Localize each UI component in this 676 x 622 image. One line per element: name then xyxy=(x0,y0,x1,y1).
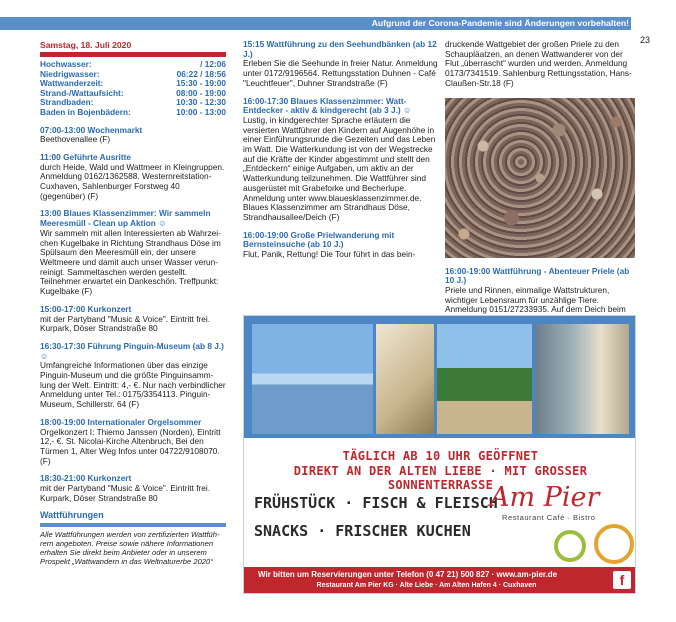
event xyxy=(243,231,441,260)
event-title: 11:00 Geführte Ausritte xyxy=(40,151,131,162)
event-title: 18:00-19:00 Internationaler Orgelsommer xyxy=(40,416,202,427)
event-body: Umfangreiche Informationen über das einzige Pinguin-Museum und die größte Pinguinsammlung der Welt. Eintritt: 4,- €. Nur nach verbindlicher Anmeldung unter Tel.: 0175/3354113. Pinguin-Museum, Schillerstr. 64 (F) xyxy=(40,360,226,410)
event-title: 15:15 Wattführung zu den Seehundbänken (ab 12 J.) xyxy=(243,39,437,59)
event xyxy=(243,40,441,89)
pebble-beach-photo xyxy=(445,98,635,258)
date-divider xyxy=(40,52,226,57)
orange-swirl-icon xyxy=(594,524,634,564)
event-title: 16:00-17:30 Blaues Klassenzimmer: Watt-Entdecker - aktiv & kindgerecht (ab 3 J.) ☺ xyxy=(243,95,412,116)
corona-banner xyxy=(0,17,631,30)
tide-table xyxy=(40,60,226,118)
tide-label: Hochwasser: xyxy=(40,59,92,69)
ad-address-text: Restaurant Am Pier KG · Alte Liebe · Am Alten Hafen 4 · Cuxhaven xyxy=(316,582,537,589)
event xyxy=(40,305,226,334)
tide-value: 08:00 - 19:00 xyxy=(176,87,226,98)
tide-label: Baden in Bojenbädern: xyxy=(40,106,131,117)
tide-value: 06:22 / 18:56 xyxy=(176,68,226,79)
event-title: 16:30-17:30 Führung Pinguin-Museum (ab 8 J.) ☺ xyxy=(40,340,224,361)
event xyxy=(40,474,226,503)
tide-value: 10:30 - 12:30 xyxy=(176,97,226,108)
wattfuehrungen-heading: Wattführungen xyxy=(40,510,104,521)
wattfuehrungen-note: Alle Wattführungen werden von zertifizierten Wattführern angeboten. Preise sowie nähere Informationen erhalten Sie direkt beim Anbieter oder in unserem Prospekt „Wattwandern in das Weltnaturerbe 2020“ xyxy=(40,530,220,567)
ad-menu-line-2: SNACKS · FRISCHER KUCHEN xyxy=(254,522,471,540)
event-body: mit der Partyband "Music & Voice". Eintritt frei. Kurpark, Döser Strandstraße 80 xyxy=(40,483,211,503)
event xyxy=(40,209,226,296)
event-title: 13:00 Blaues Klassenzimmer: Wir sammeln Meeresmüll - Clean up Aktion ☺ xyxy=(40,208,211,229)
event-body: Lustig, in kindgerechter Sprache erläutern die versierten Wattführer den Kindern auf Augenhöhe in einer Einführungsrunde die Gezeiten und das Leben im Watt. Die Watterkundung ist von der Wegstrecke auf die Kräfte der Kinder abgestimmt und stellt den „Entdeckern“ einige Aufgaben, um aktiv an der Watterkundung teilzunehmen. Die Wattführer sind ausgerüstet mit Grabeforke und Becherlupe. Anmeldung unter www.blauesklassenzimmer.de. Blaues Klassenzimmer am Strandhaus Döse, Strandhausallee/Deich (F) xyxy=(243,114,436,222)
tide-value: 10:00 - 13:00 xyxy=(176,106,226,117)
event-body: Priele und Rinnen, einmalige Wattstrukturen, wichtiger Lebensraum für unzählige Tiere. Anmeldung 0151/27233935. Auf dem Deich beim xyxy=(445,284,626,315)
tide-row xyxy=(40,108,226,118)
event xyxy=(40,126,226,145)
ad-location: DIREKT AN DER ALTEN LIEBE · MIT GROSSER SONNENTERRASSE xyxy=(293,464,588,492)
ad-reservation-text: Wir bitten um Reservierungen unter Telefon (0 47 21) 500 827 · www.am-pier.de xyxy=(258,570,558,579)
page-number: 23 xyxy=(640,35,651,45)
tide-label: Strand-/Wattaufsicht: xyxy=(40,87,124,98)
harbor-photo xyxy=(252,324,373,434)
date-heading: Samstag, 18. Juli 2020 xyxy=(40,40,132,50)
tide-value: 15:30 - 19:00 xyxy=(176,78,226,89)
event-body: durch Heide, Wald und Wattmeer in Kleingruppen. Anmeldung 0162/1362588. Westernreitstation-Cuxhaven, Sahlenburger Forstweg 40 (gegenüber) (F) xyxy=(40,161,225,201)
event-body: Wir sammeln mit allen Interessierten ab Wahrzeichen Kugelbake in Richtung Strandhaus Döse im Spülsaum den Meeresmüll ein, der unsere Weltmeere und damit auch unser Wasser verunreinigt. Sammeltaschen werden gestellt. Teilnehmer erwartet ein Dankeschön. Treffpunkt: Kugelbake (F) xyxy=(40,227,221,297)
column-3 xyxy=(445,40,635,334)
tide-label: Niedrigwasser: xyxy=(40,68,100,79)
event-body: Flut, Panik, Rettung! Die Tour führt in das bein- xyxy=(243,249,416,260)
event-body: Erleben Sie die Seehunde in freier Natur. Anmeldung unter 0172/9196564. Rettungsstation Duhnen - Café "Leuchtfeuer", Duhner Strandstraße (F) xyxy=(243,58,438,88)
event-body: mit der Partyband "Music & Voice". Eintritt frei. Kurpark, Döser Strandstraße 80 xyxy=(40,313,211,334)
tide-label: Strandbaden: xyxy=(40,97,94,108)
event-body: Beethovenallee (F) xyxy=(40,134,111,145)
column-2 xyxy=(243,40,441,260)
event-body: Orgelkonzert I: Thiemo Janssen (Norden), Eintritt 12,- €. St. Nicolai-Kirche Altenbruch, Bei den Türmen 1, Alter Weg Infos unter 04722/9108070. (F) xyxy=(40,426,221,466)
event xyxy=(40,153,226,202)
tide-label: Wattwanderzeit: xyxy=(40,78,104,89)
event xyxy=(40,342,226,410)
terrace-photo xyxy=(437,324,532,434)
event-title: 16:00-19:00 Große Prielwanderung mit Bernsteinsuche (ab 10 J.) xyxy=(243,229,395,250)
interior-photo xyxy=(535,324,629,434)
event-title: 16:00-19:00 Wattführung - Abenteuer Priele (ab 10 J.) xyxy=(445,265,630,286)
ad-photo-strip xyxy=(244,316,636,438)
event xyxy=(40,418,226,467)
facebook-icon[interactable]: f xyxy=(613,571,631,589)
event-title: 07:00-13:00 Wochenmarkt xyxy=(40,124,143,135)
event-title: 15:00-17:00 Kurkonzert xyxy=(40,303,132,314)
event xyxy=(243,97,441,223)
ad-menu-line-1: FRÜHSTÜCK · FISCH & FLEISCH xyxy=(254,494,498,512)
ad-opening-hours: TÄGLICH AB 10 UHR GEÖFFNET xyxy=(342,449,539,463)
am-pier-advertisement xyxy=(243,315,636,594)
am-pier-logo-subtitle: Restaurant Café · Bistro xyxy=(502,513,596,522)
ad-footer xyxy=(244,567,636,594)
column-1 xyxy=(40,40,226,566)
event-title: 18:30-21:00 Kurkonzert xyxy=(40,473,132,484)
tide-value: / 12:06 xyxy=(200,59,226,69)
am-pier-logo: Am Pier xyxy=(490,482,600,513)
breakfast-photo xyxy=(376,324,434,434)
green-swirl-icon xyxy=(554,530,586,562)
wattfuehrungen-divider xyxy=(40,523,226,527)
corona-banner-text: Aufgrund der Corona-Pandemie sind Änderungen vorbehalten! xyxy=(371,18,629,28)
event-body-continued: druckende Wattgebiet der großen Priele zu den Schaupläatzen, an denen Wattwanderer von der Flut „überrascht“ wurden und werden. Anmeldung 0173/7341519. Sahlenburg Rettungsstation, Hans-Claußen-Str.18 (F) xyxy=(445,39,632,88)
